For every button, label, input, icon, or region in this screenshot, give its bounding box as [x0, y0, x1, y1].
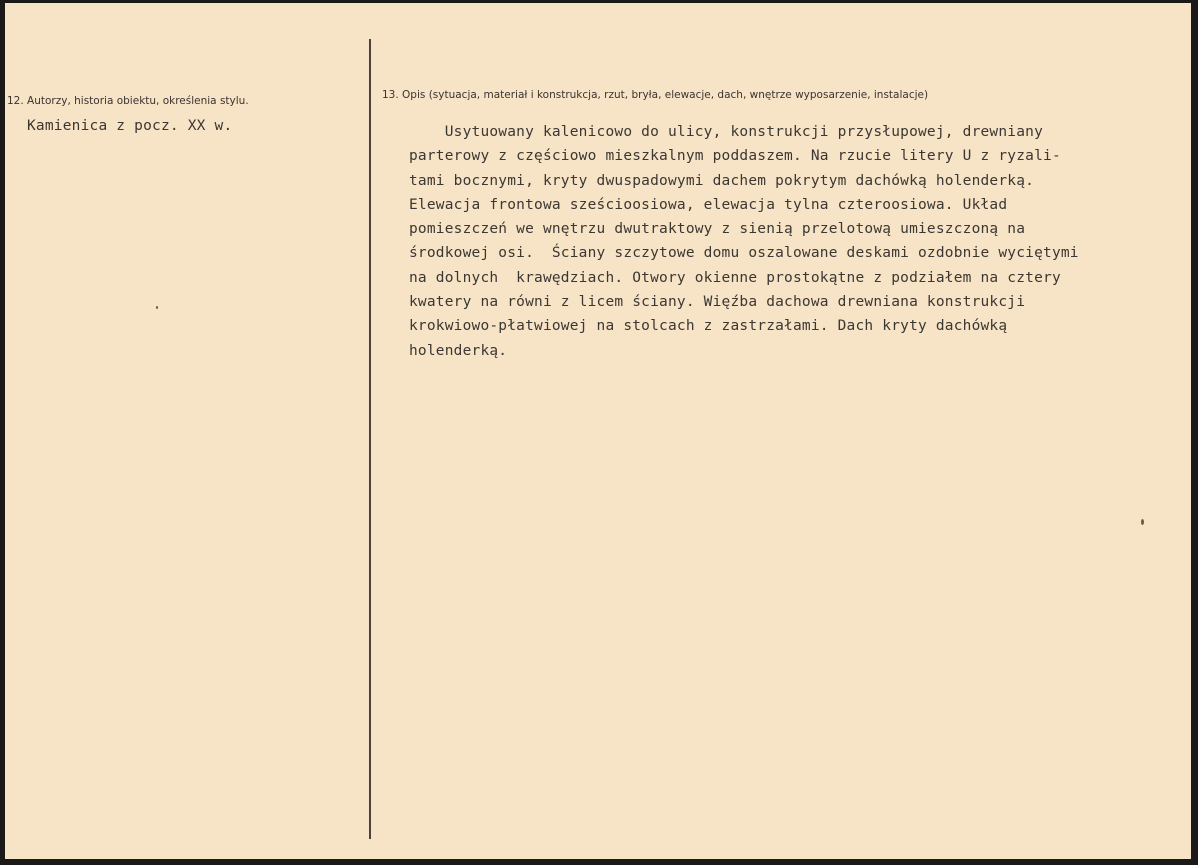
description-line: pomieszczeń we wnętrzu dwutraktowy z sienią przelotową umieszczoną na	[409, 221, 1026, 238]
section-13-description	[409, 120, 1079, 363]
description-line: parterowy z częściowo mieszkalnym poddaszem. Na rzucie litery U z ryzali-	[409, 148, 1061, 165]
section-13-label: 13. Opis (sytuacja, materiał i konstrukcja, rzut, bryła, elewacje, dach, wnętrze wyposarzenie, instalacje)	[382, 89, 929, 101]
description-line: tami bocznymi, kryty dwuspadowymi dachem pokrytym dachówką holenderką.	[409, 172, 1035, 189]
column-divider	[369, 39, 371, 839]
description-line: Elewacja frontowa sześcioosiowa, elewacja tylna czteroosiowa. Układ	[409, 196, 1008, 213]
record-card	[5, 3, 1191, 859]
paper-speck	[1141, 519, 1144, 525]
description-line: kwatery na równi z licem ściany. Więźba dachowa drewniana konstrukcji	[409, 294, 1026, 311]
section-12-label: 12. Autorzy, historia obiektu, określenia stylu.	[7, 95, 249, 107]
section-12-value: Kamienica z pocz. XX w.	[27, 118, 233, 134]
description-line: Usytuowany kalenicowo do ulicy, konstrukcji przysłupowej, drewniany	[409, 124, 1044, 140]
description-line: na dolnych krawędziach. Otwory okienne prostokątne z podziałem na cztery	[409, 269, 1061, 286]
description-line: krokwiowo-płatwiowej na stolcach z zastrzałami. Dach kryty dachówką	[409, 318, 1008, 335]
description-line: środkowej osi. Ściany szczytowe domu oszalowane deskami ozdobnie wyciętymi	[409, 245, 1079, 262]
description-line: holenderką.	[409, 342, 508, 359]
paper-speck	[156, 306, 158, 309]
